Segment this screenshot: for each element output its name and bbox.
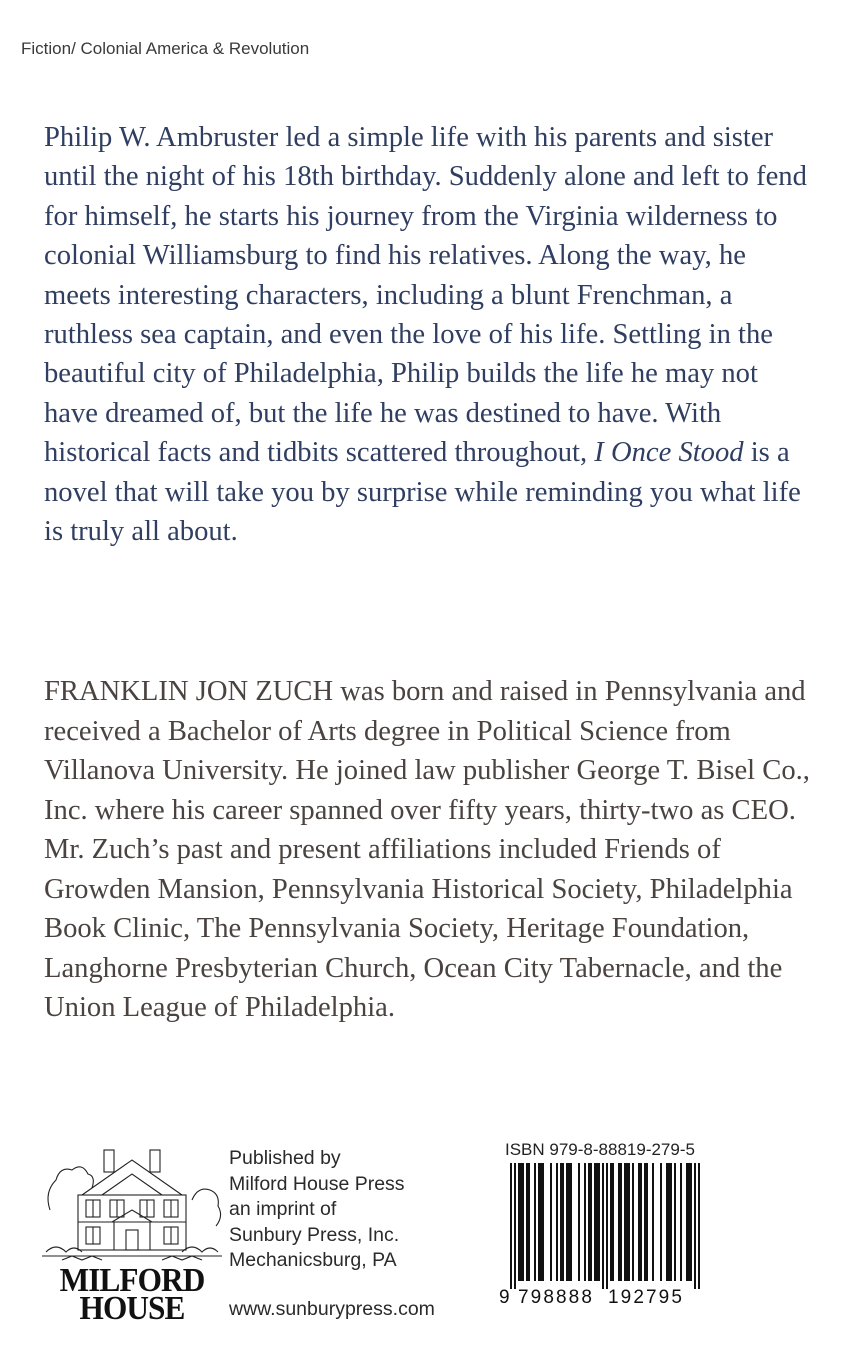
publisher-line: Published by bbox=[229, 1147, 341, 1169]
publisher-line: Milford House Press bbox=[229, 1172, 405, 1195]
barcode-bar bbox=[556, 1163, 558, 1281]
barcode-bar bbox=[538, 1163, 540, 1281]
barcode-bar bbox=[644, 1163, 646, 1281]
barcode-bar bbox=[666, 1163, 668, 1281]
publisher-line: Mechanicsburg, PA bbox=[229, 1249, 397, 1271]
barcode-first-digit: 9 bbox=[499, 1287, 510, 1308]
barcode-right-digits: 192795 bbox=[608, 1287, 685, 1308]
barcode-bar bbox=[596, 1163, 598, 1281]
barcode-bar bbox=[668, 1163, 670, 1281]
barcode-bar bbox=[510, 1163, 512, 1289]
publisher-website: www.sunburypress.com bbox=[229, 1298, 435, 1320]
barcode-bar bbox=[534, 1163, 536, 1281]
barcode-left-digits: 798888 bbox=[518, 1287, 595, 1308]
milford-house-logo bbox=[42, 1140, 222, 1325]
barcode-bar bbox=[542, 1163, 544, 1281]
barcode-bar bbox=[686, 1163, 688, 1281]
barcode-bar bbox=[628, 1163, 630, 1281]
barcode-bar bbox=[688, 1163, 690, 1281]
barcode-bar bbox=[674, 1163, 676, 1281]
barcode-bar bbox=[528, 1163, 530, 1281]
barcode-bar bbox=[620, 1163, 622, 1281]
barcode-bar bbox=[514, 1163, 516, 1289]
barcode-bar bbox=[698, 1163, 700, 1289]
barcode-bar bbox=[590, 1163, 592, 1281]
barcode-bar bbox=[568, 1163, 570, 1281]
book-blurb bbox=[44, 118, 814, 551]
barcode-bar bbox=[570, 1163, 572, 1281]
barcode-bar bbox=[690, 1163, 692, 1281]
barcode-bar bbox=[602, 1163, 604, 1289]
author-bio: FRANKLIN JON ZUCH was born and raised in Pennsylvania and received a Bachelor of Arts degree in Political Science from Villanova University. He joined law publisher George T. Bisel Co., Inc. where his career spanned over fifty years, thirty-two as CEO. Mr. Zuch’s past and present affiliations included Friends of Growden Mansion, Pennsylvania Historical Society, Philadelphia Book Clinic, The Pennsylvania Society, Heritage Foundation, Langhorne Presbyterian Church, Ocean City Tabernacle, and the Union League of Philadelphia. bbox=[44, 676, 810, 1023]
barcode-bar bbox=[660, 1163, 662, 1281]
publisher-line: Sunbury Press, Inc. bbox=[229, 1223, 400, 1246]
logo-word-milford: MILFORD bbox=[59, 1262, 205, 1299]
barcode-bar bbox=[598, 1163, 600, 1281]
barcode-bar bbox=[520, 1163, 522, 1281]
barcode-bar bbox=[560, 1163, 562, 1281]
barcode-bar bbox=[518, 1163, 520, 1281]
house-illustration-icon bbox=[42, 1140, 222, 1265]
barcode-bar bbox=[626, 1163, 628, 1281]
barcode-bar bbox=[640, 1163, 642, 1281]
blurb-text-end: is a novel that will take you by surprise while reminding you what life is truly all about. bbox=[44, 437, 801, 548]
barcode-bar bbox=[566, 1163, 568, 1281]
barcode-bar bbox=[652, 1163, 654, 1281]
barcode-bar bbox=[578, 1163, 580, 1281]
isbn-barcode bbox=[496, 1163, 706, 1308]
barcode-bar bbox=[526, 1163, 528, 1281]
barcode-bar bbox=[624, 1163, 626, 1281]
publisher-line: an imprint of bbox=[229, 1198, 337, 1220]
book-title: I Once Stood bbox=[594, 437, 744, 469]
barcode-bar bbox=[632, 1163, 634, 1281]
barcode-bar bbox=[540, 1163, 542, 1281]
blurb-text-start: Philip W. Ambruster led a simple life with his parents and sister until the night of his 18th birthday. Suddenly alone and left to fend for himself, he starts his journey from the Virginia wilderness to colonial Williamsburg to find his relatives. Along the way, he meets interesting characters, including a blunt Frenchman, a ruthless sea captain, and even the love of his life. Settling in the beautiful city of Philadelphia, Philip builds the life he may not have dreamed of, but the life he was destined to have. With historical facts and tidbits scattered throughout, bbox=[44, 122, 807, 469]
logo-word-house: HOUSE bbox=[79, 1290, 185, 1327]
publisher-info bbox=[229, 1146, 405, 1274]
barcode-bar bbox=[550, 1163, 552, 1281]
isbn-label: ISBN 979-8-88819-279-5 bbox=[505, 1140, 695, 1159]
barcode-bar bbox=[522, 1163, 524, 1281]
barcode-bar bbox=[606, 1163, 608, 1289]
barcode-bar bbox=[612, 1163, 614, 1281]
barcode-bar bbox=[584, 1163, 586, 1281]
barcode-bar bbox=[638, 1163, 640, 1281]
category-label: Fiction/ Colonial America & Revolution bbox=[21, 39, 310, 58]
barcode-bar bbox=[694, 1163, 696, 1289]
barcode-bar bbox=[610, 1163, 612, 1281]
barcode-bar bbox=[680, 1163, 682, 1281]
barcode-bar bbox=[562, 1163, 564, 1281]
barcode-bar bbox=[594, 1163, 596, 1281]
barcode-bar bbox=[646, 1163, 648, 1281]
barcode-bar bbox=[670, 1163, 672, 1281]
barcode-bar bbox=[618, 1163, 620, 1281]
barcode-bar bbox=[588, 1163, 590, 1281]
